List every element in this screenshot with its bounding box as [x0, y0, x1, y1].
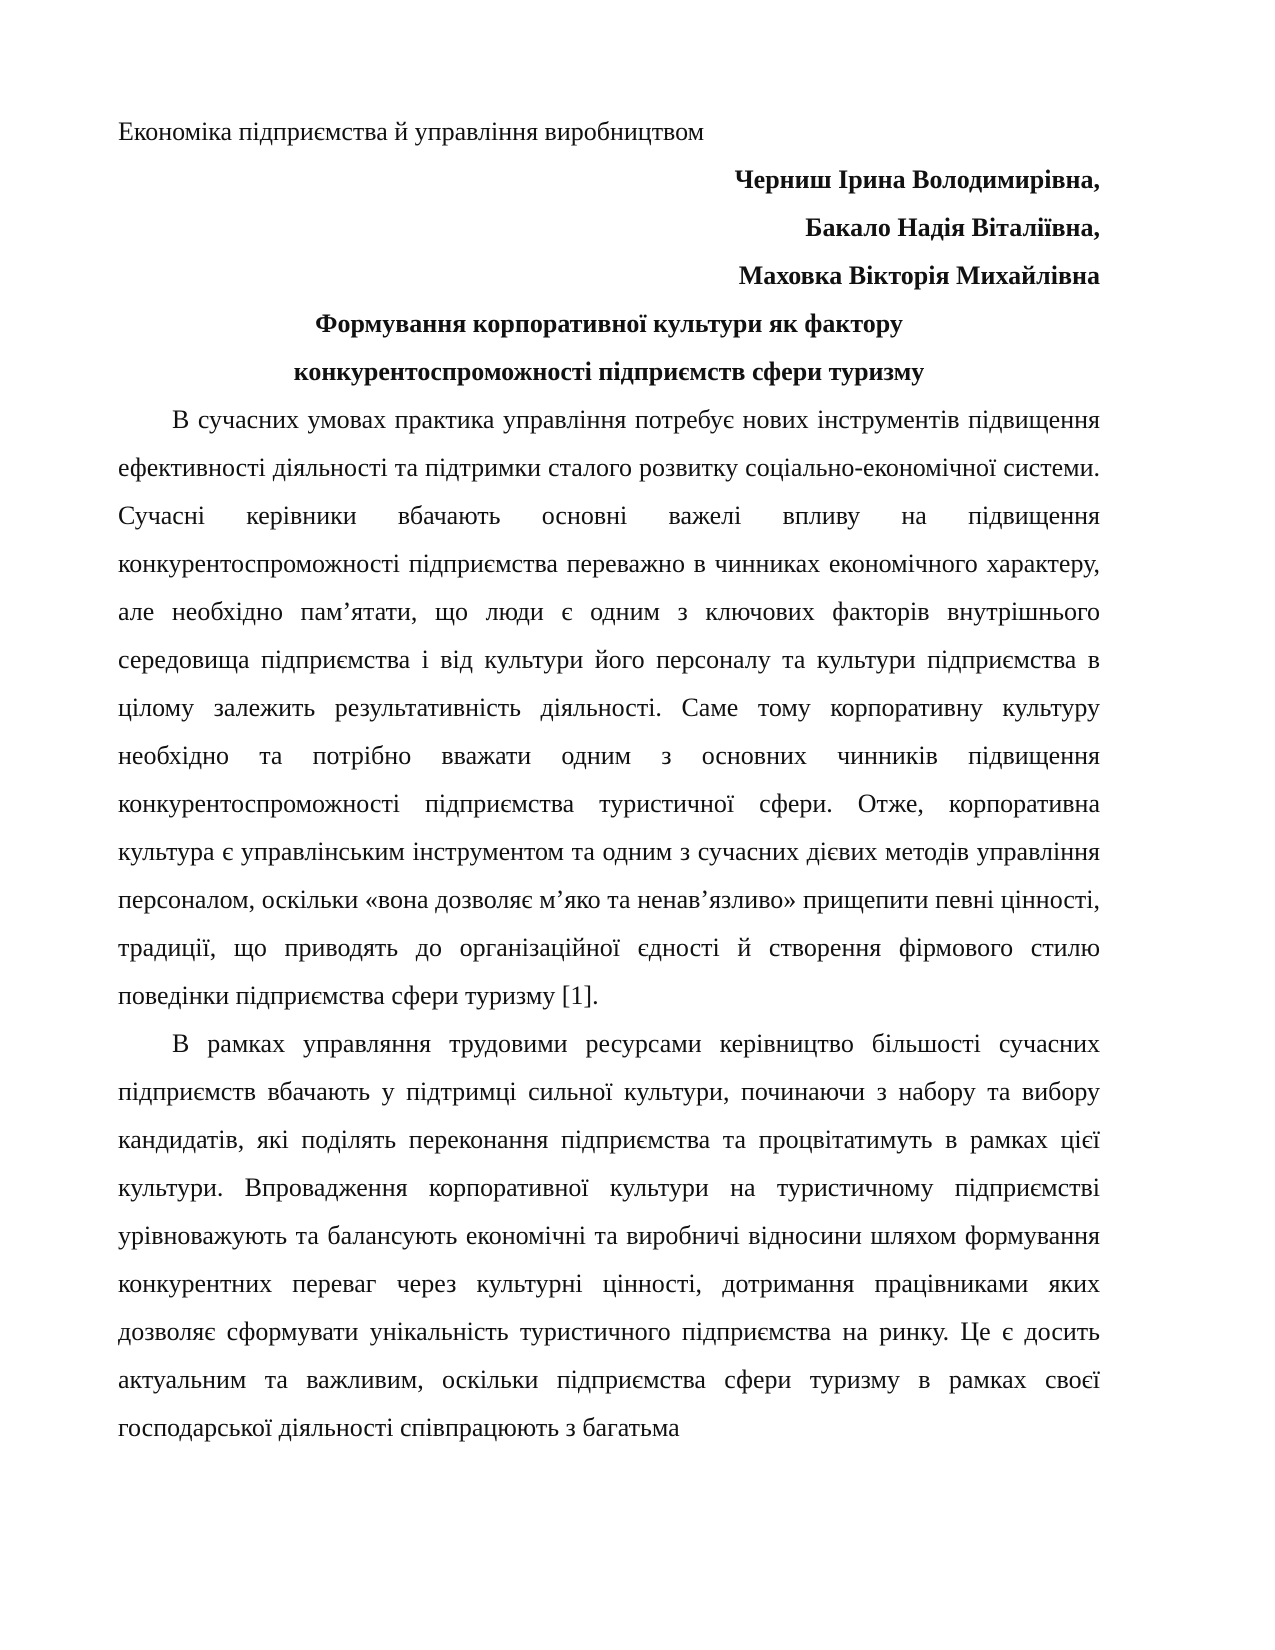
article-title-line: конкурентоспроможності підприємств сфери туризму	[293, 357, 925, 386]
article-title-line: Формування корпоративної культури як фактору	[315, 309, 903, 338]
author-name: Маховка Вікторія Михайлівна	[738, 261, 1100, 290]
document-page	[118, 108, 1100, 1452]
section-heading: Економіка підприємства й управління виробництвом	[118, 117, 705, 146]
body-paragraph: В сучасних умовах практика управління потребує нових інструментів підвищення ефективності діяльності та підтримки сталого розвитку соціально-економічної системи. Сучасні керівники вбачають основні важелі впливу на підвищення конкурентоспроможності підприємства переважно в чинниках економічного характеру, але необхідно пам’ятати, що люди є одним з ключових факторів внутрішнього середовища підприємства і від культури його персоналу та культури підприємства в цілому залежить результативність діяльності. Саме тому корпоративну культуру необхідно та потрібно вважати одним з основних чинників підвищення конкурентоспроможності підприємства туристичної сфери. Отже, корпоративна культура є управлінським інструментом та одним з сучасних дієвих методів управління персоналом, оскільки «вона дозволяє м’яко та ненав’язливо» прищепити певні цінності, традиції, що приводять до організаційної єдності й створення фірмового стилю поведінки підприємства сфери туризму [1].	[118, 405, 1100, 1010]
author-list	[118, 156, 1100, 300]
author-name: Черниш Ірина Володимирівна,	[734, 165, 1100, 194]
article-title	[118, 300, 1100, 396]
author-name: Бакало Надія Віталіївна,	[805, 213, 1100, 242]
body-paragraph: В рамках управляння трудовими ресурсами керівництво більшості сучасних підприємств вбачають у підтримці сильної культури, починаючи з набору та вибору кандидатів, які поділять переконання підприємства та процвітатимуть в рамках цієї культури. Впровадження корпоративної культури на туристичному підприємстві урівноважують та балансують економічні та виробничі відносини шляхом формування конкурентних переваг через культурні цінності, дотримання працівниками яких дозволяє сформувати унікальність туристичного підприємства на ринку. Це є досить актуальним та важливим, оскільки підприємства сфери туризму в рамках своєї господарської діяльності співпрацюють з багатьма	[118, 1029, 1100, 1442]
